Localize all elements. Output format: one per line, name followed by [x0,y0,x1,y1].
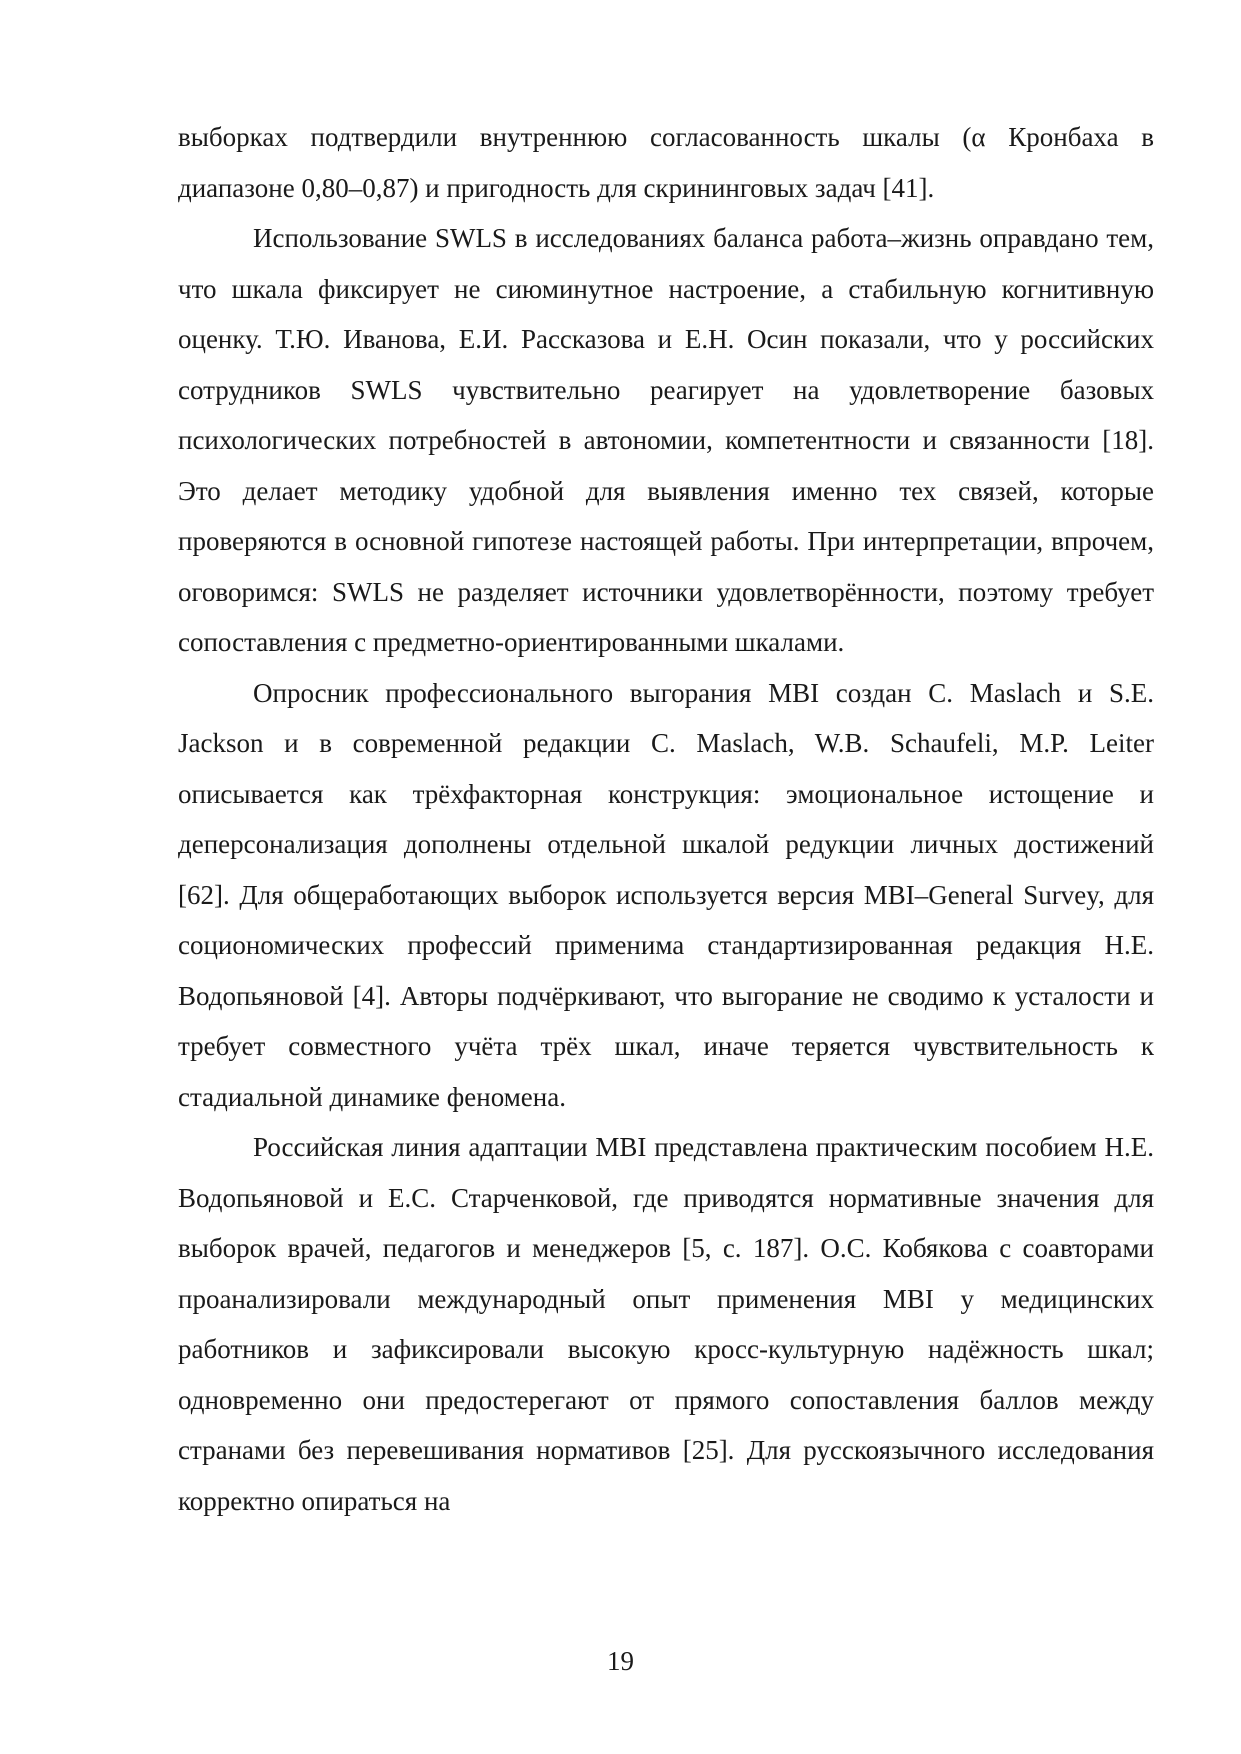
page-number: 19 [607,1646,634,1676]
paragraph-swls-usage: Использование SWLS в исследованиях баланса работа–жизнь оправдано тем, что шкала фиксирует не сиюминутное настроение, а стабильную когнитивную оценку. Т.Ю. Иванова, Е.И. Рассказова и Е.Н. Осин показали, что у российских сотрудников SWLS чувствительно реагирует на удовлетворение базовых психологических потребностей в автономии, компетентности и связанности [18]. Это делает методику удобной для выявления именно тех связей, которые проверяются в основной гипотезе настоящей работы. При интерпретации, впрочем, оговоримся: SWLS не разделяет источники удовлетворённости, поэтому требует сопоставления с предметно-ориентированными шкалами. [178,223,1154,657]
paragraph-mbi-description: Опросник профессионального выгорания MBI создан C. Maslach и S.E. Jackson и в современной редакции C. Maslach, W.B. Schaufeli, M.P. Leiter описывается как трёхфакторная конструкция: эмоциональное истощение и деперсонализация дополнены отдельной шкалой редукции личных достижений [62]. Для общеработающих выборок используется версия MBI–General Survey, для социономических профессий применима стандартизированная редакция Н.Е. Водопьяновой [4]. Авторы подчёркивают, что выгорание не сводимо к усталости и требует совместного учёта трёх шкал, иначе теряется чувствительность к стадиальной динамике феномена. [178,677,1154,1112]
paragraph-mbi-russian-adaptation: Российская линия адаптации MBI представлена практическим пособием Н.Е. Водопьяновой и Е.С. Старченковой, где приводятся нормативные значения для выборок врачей, педагогов и менеджеров [5, с. 187]. О.С. Кобякова с соавторами проанализировали международный опыт применения MBI у медицинских работников и зафиксировали высокую кросс-культурную надёжность шкал; одновременно они предостерегают от прямого сопоставления баллов между странами без перевешивания нормативов [25]. Для русскоязычного исследования корректно опираться на [178,1132,1154,1516]
body-text [178,112,1154,1526]
paragraph-continuation: выборках подтвердили внутреннюю согласованность шкалы (α Кронбаха в диапазоне 0,80–0,87) и пригодность для скрининговых задач [41]. [178,122,1154,203]
